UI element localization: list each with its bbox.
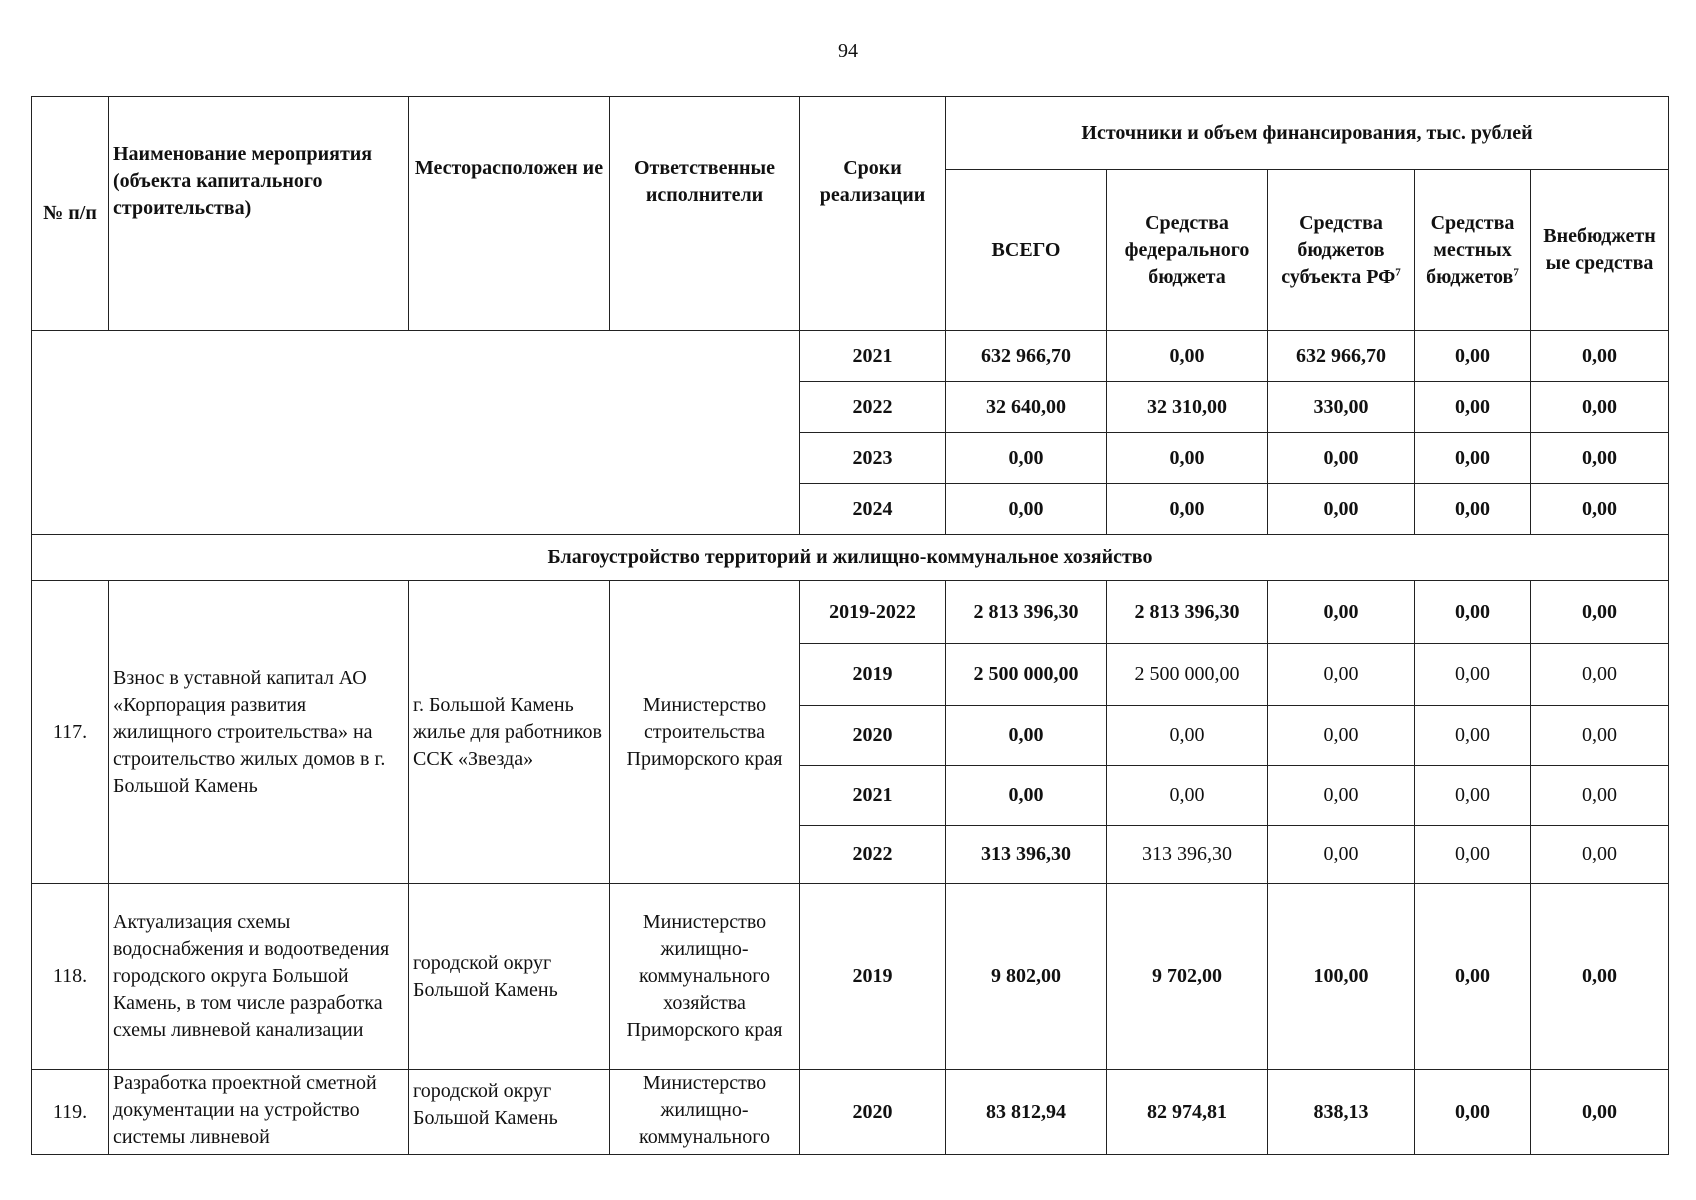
cell-year: 2023 [800,433,946,484]
cell-year: 2021 [800,766,946,826]
cell-total: 2 813 396,30 [946,581,1107,644]
cell-local: 0,00 [1415,1070,1531,1155]
cell-regional: 330,00 [1268,382,1415,433]
cell-extra: 0,00 [1531,331,1669,382]
cell-total: 0,00 [946,766,1107,826]
cell-regional: 0,00 [1268,766,1415,826]
cell-extra: 0,00 [1531,766,1669,826]
cell-year: 2020 [800,1070,946,1155]
item-name: Актуализация схемы водоснабжения и водоотведения городского округа Большой Камень, в том числе разработка схемы ливневой канализации [109,884,409,1070]
cell-total: 0,00 [946,484,1107,535]
cell-local: 0,00 [1415,382,1531,433]
header-total: ВСЕГО [946,170,1107,331]
cell-year: 2022 [800,382,946,433]
cell-total: 83 812,94 [946,1070,1107,1155]
cell-local: 0,00 [1415,826,1531,884]
cell-federal: 0,00 [1107,706,1268,766]
cell-extra: 0,00 [1531,382,1669,433]
cell-federal: 0,00 [1107,766,1268,826]
cell-regional: 0,00 [1268,706,1415,766]
section-title: Благоустройство территорий и жилищно-коммунальное хозяйство [32,535,1669,581]
table-row [32,884,1669,1070]
page-number: 94 [838,40,858,62]
item-responsible: Министерство жилищно-коммунального хозяйства Приморского края [610,884,800,1070]
cell-year: 2020 [800,706,946,766]
cell-extra: 0,00 [1531,1070,1669,1155]
cell-federal: 9 702,00 [1107,884,1268,1070]
cell-extra: 0,00 [1531,644,1669,706]
cell-total: 0,00 [946,433,1107,484]
header-row-1 [32,97,1669,170]
cell-local: 0,00 [1415,484,1531,535]
table-row [32,331,1669,382]
cell-total: 313 396,30 [946,826,1107,884]
cell-federal: 0,00 [1107,331,1268,382]
cell-year: 2019-2022 [800,581,946,644]
cell-local: 0,00 [1415,884,1531,1070]
cell-federal: 32 310,00 [1107,382,1268,433]
header-location: Месторасположен ие [409,97,610,331]
header-num: № п/п [32,97,109,331]
item-num: 119. [32,1070,109,1155]
header-responsible: Ответственные исполнители [610,97,800,331]
cell-extra: 0,00 [1531,706,1669,766]
cell-year: 2019 [800,644,946,706]
header-funding-group: Источники и объем финансирования, тыс. рублей [946,97,1669,170]
cell-regional: 0,00 [1268,484,1415,535]
cell-federal: 2 500 000,00 [1107,644,1268,706]
cell-extra: 0,00 [1531,884,1669,1070]
item-responsible: Министерство жилищно-коммунального [610,1070,800,1155]
item-location: городской округ Большой Камень [409,884,610,1070]
header-period: Сроки реализации [800,97,946,331]
cell-extra: 0,00 [1531,484,1669,535]
cell-federal: 2 813 396,30 [1107,581,1268,644]
item-location: городской округ Большой Камень [409,1070,610,1155]
cell-local: 0,00 [1415,644,1531,706]
cell-year: 2019 [800,884,946,1070]
cell-regional: 0,00 [1268,433,1415,484]
item-responsible: Министерство строительства Приморского края [610,581,800,884]
cell-year: 2024 [800,484,946,535]
cell-local: 0,00 [1415,331,1531,382]
cell-regional: 838,13 [1268,1070,1415,1155]
cell-regional: 100,00 [1268,884,1415,1070]
cell-year: 2022 [800,826,946,884]
cell-federal: 313 396,30 [1107,826,1268,884]
table-row [32,1070,1669,1155]
cell-extra: 0,00 [1531,581,1669,644]
item-num: 117. [32,581,109,884]
item-location: г. Большой Камень жилье для работников ССК «Звезда» [409,581,610,884]
funding-table [31,96,1669,1155]
cell-federal: 0,00 [1107,433,1268,484]
cell-regional: 0,00 [1268,826,1415,884]
cell-local: 0,00 [1415,766,1531,826]
header-federal: Средства федерального бюджета [1107,170,1268,331]
cell-total: 2 500 000,00 [946,644,1107,706]
cell-federal: 82 974,81 [1107,1070,1268,1155]
cell-federal: 0,00 [1107,484,1268,535]
table-row [32,581,1669,644]
cell-local: 0,00 [1415,706,1531,766]
cell-extra: 0,00 [1531,433,1669,484]
item-num: 118. [32,884,109,1070]
cell-local: 0,00 [1415,581,1531,644]
cell-total: 9 802,00 [946,884,1107,1070]
cell-total: 32 640,00 [946,382,1107,433]
item-name: Взнос в уставной капитал АО «Корпорация развития жилищного строительства» на строительство жилых домов в г. Большой Камень [109,581,409,884]
cell-extra: 0,00 [1531,826,1669,884]
header-local: Средства местных бюджетов$^7$ [1415,170,1531,331]
section-row [32,535,1669,581]
header-extra: Внебюджетн ые средства [1531,170,1669,331]
cell-regional: 0,00 [1268,644,1415,706]
cell-regional: 632 966,70 [1268,331,1415,382]
header-name: Наименование мероприятия (объекта капитального строительства) [109,97,409,331]
cell-local: 0,00 [1415,433,1531,484]
item-name: Разработка проектной сметной документации на устройство системы ливневой [109,1070,409,1155]
cell-total: 0,00 [946,706,1107,766]
cell-total: 632 966,70 [946,331,1107,382]
cell-year: 2021 [800,331,946,382]
empty-merged-cell [32,331,800,535]
cell-regional: 0,00 [1268,581,1415,644]
header-regional: Средства бюджетов субъекта $РФ^7$ [1268,170,1415,331]
